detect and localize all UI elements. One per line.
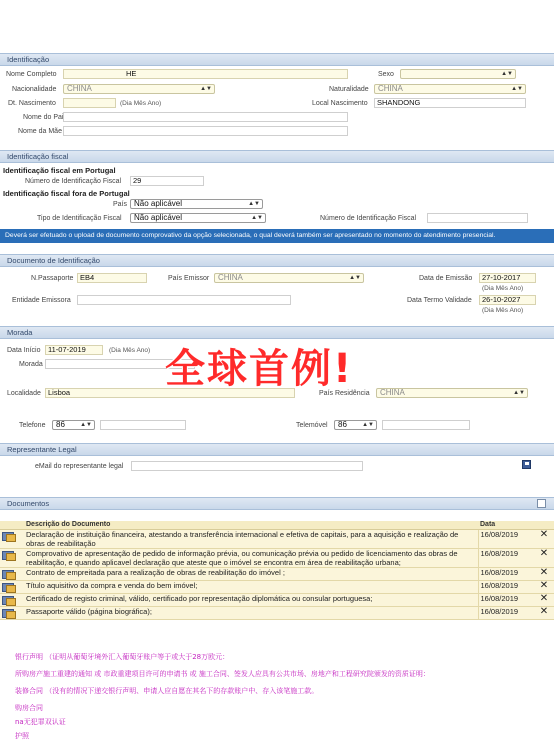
section-representante: Representante Legal (0, 443, 554, 456)
promo-stamp: 全球首例! (165, 346, 354, 392)
nome-pai-input[interactable] (63, 112, 348, 122)
documents-header-icon (0, 521, 24, 530)
num-fiscal-input[interactable] (427, 213, 528, 223)
data-inicio-label: Data Início (7, 347, 41, 354)
dropdown-arrow-icon: ▲▼ (200, 86, 212, 92)
pais-emissor-label: País Emissor (168, 275, 210, 282)
dropdown-arrow-icon: ▲▼ (513, 390, 525, 396)
document-icon[interactable] (2, 608, 14, 617)
dropdown-arrow-icon: ▲▼ (80, 422, 92, 428)
pais-fiscal-select[interactable]: Não aplicável ▲▼ (130, 199, 263, 209)
nome-input[interactable]: HE (63, 69, 348, 79)
entidade-label: Entidade Emissora (12, 297, 71, 304)
table-row (0, 530, 554, 549)
section-documento: Documento de Identificação (0, 254, 554, 267)
dropdown-arrow-icon: ▲▼ (349, 275, 361, 281)
document-date: 16/08/2019 (478, 549, 534, 568)
remove-icon[interactable]: ✕ (534, 549, 554, 568)
pais-fiscal-label: País (113, 201, 128, 208)
document-date: 16/08/2019 (478, 581, 534, 594)
document-description: Declaração de instituição financeira, atestando a transferência internacional e efetiva de capitais, para a aquisição e realização de obras de reabilitação (24, 530, 478, 549)
telefone-label: Telefone (19, 422, 46, 429)
nif-label: Número de Identificação Fiscal (25, 178, 122, 185)
document-date: 16/08/2019 (478, 530, 534, 549)
telefone-input[interactable] (100, 420, 186, 430)
documents-header-date: Data (478, 521, 534, 530)
section-identificacao: Identificação (0, 53, 554, 66)
document-date: 16/08/2019 (478, 568, 534, 581)
document-description: Título aquisitivo da compra e venda do bem imóvel; (24, 581, 478, 594)
remove-icon[interactable]: ✕ (534, 607, 554, 620)
data-emissao-label: Data de Emissão (419, 275, 473, 282)
pais-residencia-select[interactable]: CHINA ▲▼ (376, 388, 528, 398)
data-inicio-hint: (Dia Mês Ano) (109, 347, 151, 354)
document-icon[interactable] (2, 595, 14, 604)
dropdown-arrow-icon: ▲▼ (248, 201, 260, 207)
documents-header-row (0, 521, 554, 530)
data-validade-hint: (Dia Mês Ano) (482, 307, 524, 314)
sexo-select[interactable] (400, 69, 516, 79)
document-description: Certificado de registo criminal, válido, certificado por representação diplomática ou consular portuguesa; (24, 594, 478, 607)
morada-label: Morada (19, 361, 43, 368)
email-representante-label: eMail do representante legal (35, 463, 124, 470)
section-morada: Morada (0, 326, 554, 339)
note-construction-permit: 所购房产施工重建的通知 或 市政重建项目许可的申请书 或 施工合同、签发人应具有公共市场、房地产和工程研究院颁发的资质证明： (15, 670, 430, 678)
nacionalidade-select[interactable]: CHINA ▲▼ (63, 84, 215, 94)
pais-emissor-select[interactable]: CHINA ▲▼ (214, 273, 364, 283)
document-icon[interactable] (2, 531, 14, 540)
dropdown-arrow-icon: ▲▼ (362, 422, 374, 428)
document-description: Contrato de empreitada para a realização de obras de reabilitação do imóvel ; (24, 568, 478, 581)
section-fiscal: Identificação fiscal (0, 150, 554, 163)
table-row (0, 594, 554, 607)
documents-header-desc: Descrição do Documento (24, 521, 478, 530)
remove-icon[interactable]: ✕ (534, 581, 554, 594)
tipo-fiscal-select[interactable]: Não aplicável ▲▼ (130, 213, 266, 223)
data-emissao-input[interactable]: 27-10-2017 (479, 273, 536, 283)
dropdown-arrow-icon: ▲▼ (511, 86, 523, 92)
dropdown-arrow-icon: ▲▼ (501, 71, 513, 77)
entidade-input[interactable] (77, 295, 291, 305)
telemovel-label: Telemóvel (296, 422, 328, 429)
note-passport: 护照 (15, 732, 29, 740)
documents-table (0, 521, 554, 620)
table-row (0, 581, 554, 594)
localidade-label: Localidade (7, 390, 41, 397)
table-row (0, 607, 554, 620)
nascimento-input[interactable] (63, 98, 116, 108)
document-description: Passaporte válido (página biográfica); (24, 607, 478, 620)
section-documentos (0, 497, 554, 510)
passaporte-input[interactable]: EB4 (77, 273, 147, 283)
nome-label: Nome Completo (6, 71, 57, 78)
email-representante-input[interactable] (131, 461, 363, 471)
section-documentos-title: Documentos (7, 499, 50, 508)
nacionalidade-label: Nacionalidade (12, 86, 57, 93)
pais-residencia-label: País Residência (319, 390, 370, 397)
note-bank-statement: 银行声明 （证明从葡萄牙境外汇入葡萄牙账户等于或大于28万欧元： (15, 653, 230, 661)
num-fiscal-label: Número de Identificação Fiscal (320, 215, 417, 222)
document-icon[interactable] (2, 582, 14, 591)
note-criminal-record: na无犯罪双认证 (15, 718, 66, 726)
document-icon[interactable] (2, 569, 14, 578)
document-icon[interactable] (2, 550, 14, 559)
fiscal-foreign-heading: Identificação fiscal fora de Portugal (3, 189, 130, 198)
data-validade-input[interactable]: 26-10-2027 (479, 295, 536, 305)
remove-icon[interactable]: ✕ (534, 594, 554, 607)
naturalidade-select[interactable]: CHINA ▲▼ (374, 84, 526, 94)
data-validade-label: Data Termo Validade (407, 297, 472, 304)
table-row (0, 568, 554, 581)
upload-notice: Deverá ser efetuado o upload de documento comprovativo da opção selecionada, o qual deverá também ser apresentado no momento do atendimento presencial. (0, 229, 554, 243)
localidade-input[interactable]: Lisboa (45, 388, 295, 398)
document-description: Comprovativo de apresentação de pedido de informação prévia, ou comunicação prévia ou pedido de licenciamento das obras de reabilitação, e quando aplicavel declaração que ateste que o imóvel se encontra em área de reabilitação urbana; (24, 549, 478, 568)
nome-mae-label: Nome da Mãe (18, 128, 62, 135)
dropdown-arrow-icon: ▲▼ (251, 215, 263, 221)
table-row (0, 549, 554, 568)
nome-pai-label: Nome do Pai (23, 114, 64, 121)
sexo-label: Sexo (378, 71, 394, 78)
telefone-code-select[interactable]: 86 ▲▼ (52, 420, 95, 430)
local-nascimento-label: Local Nascimento (312, 100, 368, 107)
passaporte-label: N.Passaporte (31, 275, 74, 282)
remove-icon[interactable]: ✕ (534, 568, 554, 581)
tipo-fiscal-label: Tipo de Identificação Fiscal (37, 215, 122, 222)
print-icon[interactable] (537, 499, 546, 508)
data-emissao-hint: (Dia Mês Ano) (482, 285, 524, 292)
nascimento-label: Dt. Nascimento (8, 100, 56, 107)
nascimento-hint: (Dia Mês Ano) (120, 100, 162, 107)
telemovel-input[interactable] (382, 420, 470, 430)
document-date: 16/08/2019 (478, 594, 534, 607)
naturalidade-label: Naturalidade (329, 86, 369, 93)
telemovel-code-select[interactable]: 86 ▲▼ (334, 420, 377, 430)
data-inicio-input[interactable]: 11-07-2019 (45, 345, 103, 355)
nif-input[interactable]: 29 (130, 176, 204, 186)
remove-icon[interactable]: ✕ (534, 530, 554, 549)
note-renovation-contract: 装修合同 （没有的情况下递交银行声明、申请人应自愿在其名下的存款账户中、存入该笔施工款。 (15, 687, 319, 695)
nome-mae-input[interactable] (63, 126, 348, 136)
document-date: 16/08/2019 (478, 607, 534, 620)
local-nascimento-input[interactable]: SHANDONG (374, 98, 526, 108)
note-purchase-contract: 购房合同 (15, 704, 43, 712)
save-icon[interactable] (522, 460, 531, 469)
fiscal-pt-heading: Identificação fiscal em Portugal (3, 166, 116, 175)
